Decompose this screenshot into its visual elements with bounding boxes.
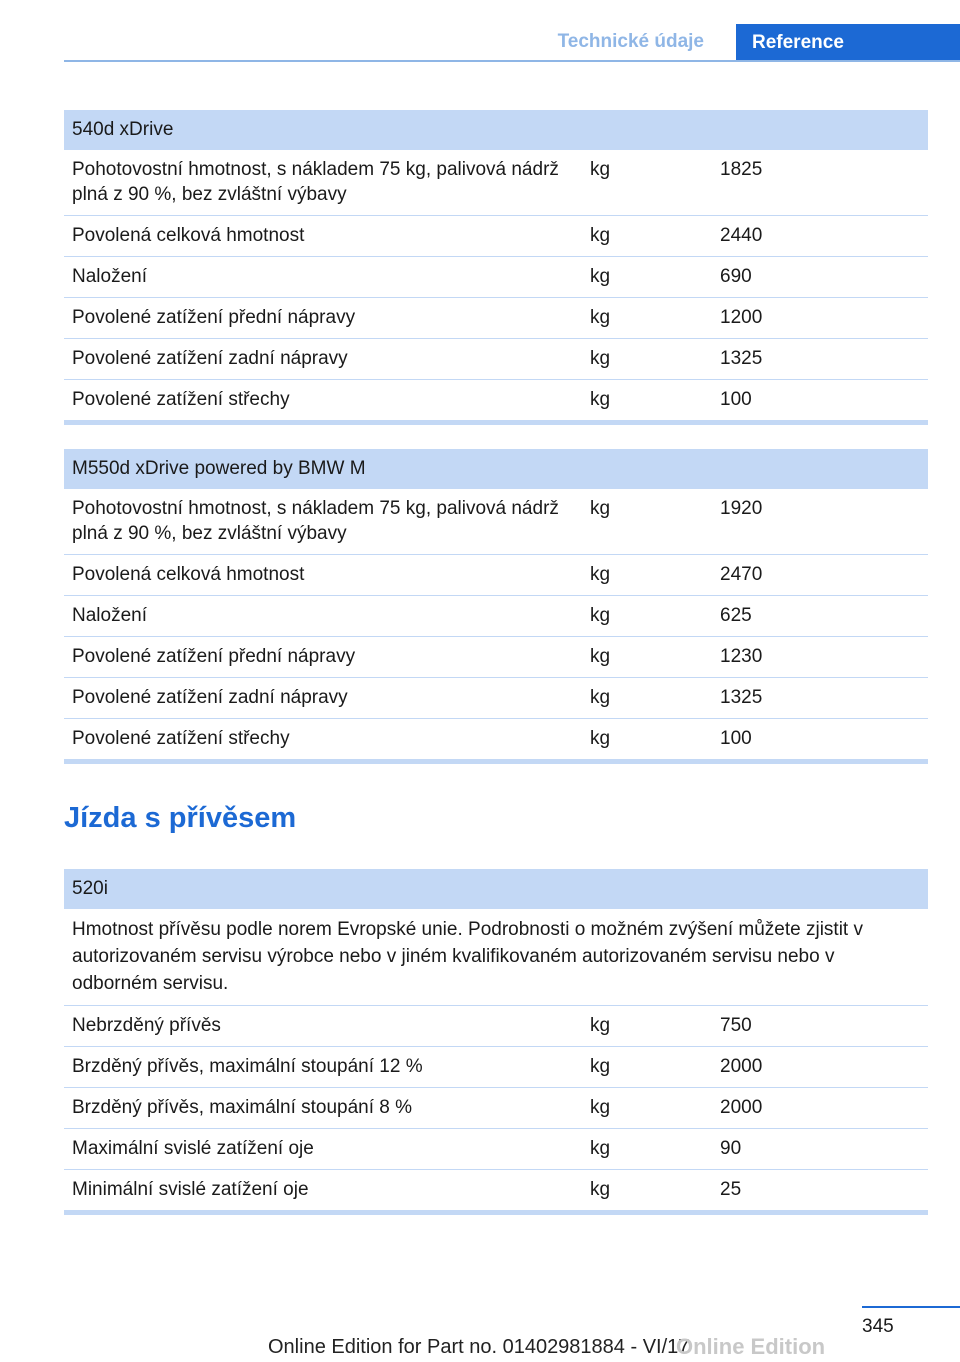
table-row [64,1047,928,1088]
row-unit: kg [590,687,611,708]
table-row [64,555,928,596]
row-label: Pohotovostní hmotnost, s nákladem 75 kg, palivová nádrž plná z 90 %, bez zvláštní výbavy [72,159,559,205]
row-value: 2000 [720,1097,763,1118]
row-value: 100 [720,728,752,749]
table-note-row [64,909,928,1006]
row-unit: kg [590,225,611,246]
row-label: Povolená celková hmotnost [72,564,305,585]
row-label: Nebrzděný přívěs [72,1015,221,1036]
table-row [64,1129,928,1170]
header-divider [64,60,960,62]
row-value: 2470 [720,564,763,585]
row-label: Pohotovostní hmotnost, s nákladem 75 kg, palivová nádrž plná z 90 %, bez zvláštní výbavy [72,498,559,544]
row-unit: kg [590,1015,611,1036]
table-row [64,150,928,216]
row-unit: kg [590,266,611,287]
table-row [64,1088,928,1129]
row-label: Povolené zatížení přední nápravy [72,307,356,328]
table-row [64,298,928,339]
row-unit: kg [590,498,611,519]
table-row [64,719,928,764]
row-value: 1920 [720,498,763,519]
row-value: 2440 [720,225,763,246]
row-label: Povolená celková hmotnost [72,225,305,246]
table-title: 520i [64,869,928,909]
row-unit: kg [590,1056,611,1077]
row-label: Povolené zatížení zadní nápravy [72,348,348,369]
row-value: 1325 [720,348,763,369]
row-label: Maximální svislé zatížení oje [72,1138,314,1159]
row-unit: kg [590,307,611,328]
table-520i-trailer [64,869,928,1215]
row-value: 625 [720,605,752,626]
row-value: 100 [720,389,752,410]
row-unit: kg [590,159,611,180]
table-row [64,637,928,678]
row-value: 1325 [720,687,763,708]
footer-edition: Online Edition for Part no. 01402981884 - VI/17 [268,1336,690,1358]
row-value: 1200 [720,307,763,328]
row-label: Povolené zatížení přední nápravy [72,646,356,667]
section-heading: Jízda s přívěsem [64,802,297,834]
row-unit: kg [590,646,611,667]
row-value: 750 [720,1015,752,1036]
row-label: Povolené zatížení zadní nápravy [72,687,348,708]
row-unit: kg [590,1179,611,1200]
table-row [64,1006,928,1047]
row-label: Povolené zatížení střechy [72,728,290,749]
table-m550d-xdrive [64,449,928,764]
table-row [64,489,928,555]
row-unit: kg [590,728,611,749]
row-label: Brzděný přívěs, maximální stoupání 8 % [72,1097,413,1118]
header-tab-reference: Reference [736,24,960,62]
row-label: Brzděný přívěs, maximální stoupání 12 % [72,1056,423,1077]
page-header [64,24,960,62]
row-unit: kg [590,605,611,626]
row-value: 1825 [720,159,763,180]
table-row [64,678,928,719]
row-label: Naložení [72,605,147,626]
table-title: M550d xDrive powered by BMW M [64,449,928,489]
row-label: Povolené zatížení střechy [72,389,290,410]
table-540d-xdrive [64,110,928,425]
table-row [64,1170,928,1215]
row-value: 690 [720,266,752,287]
table-title: 540d xDrive [64,110,928,150]
table-row [64,257,928,298]
page-number: 345 [862,1316,894,1337]
table-note: Hmotnost přívěsu podle norem Evropské unie. Podrobnosti o možném zvýšení můžete zjistit v autorizovaném servisu výrobce nebo v jiném kvalifikovaném autorizovaném servisu nebo v odborném servisu. [72,919,863,994]
row-unit: kg [590,564,611,585]
page-number-divider [862,1306,960,1308]
row-value: 90 [720,1138,742,1159]
table-row [64,216,928,257]
footer-watermark: Online Edition [676,1334,826,1359]
row-unit: kg [590,1097,611,1118]
row-value: 1230 [720,646,763,667]
row-unit: kg [590,348,611,369]
header-section-label: Technické údaje [557,31,704,52]
row-value: 25 [720,1179,742,1200]
row-label: Minimální svislé zatížení oje [72,1179,309,1200]
row-unit: kg [590,1138,611,1159]
table-row [64,380,928,425]
row-unit: kg [590,389,611,410]
row-label: Naložení [72,266,147,287]
table-row [64,596,928,637]
row-value: 2000 [720,1056,763,1077]
table-row [64,339,928,380]
